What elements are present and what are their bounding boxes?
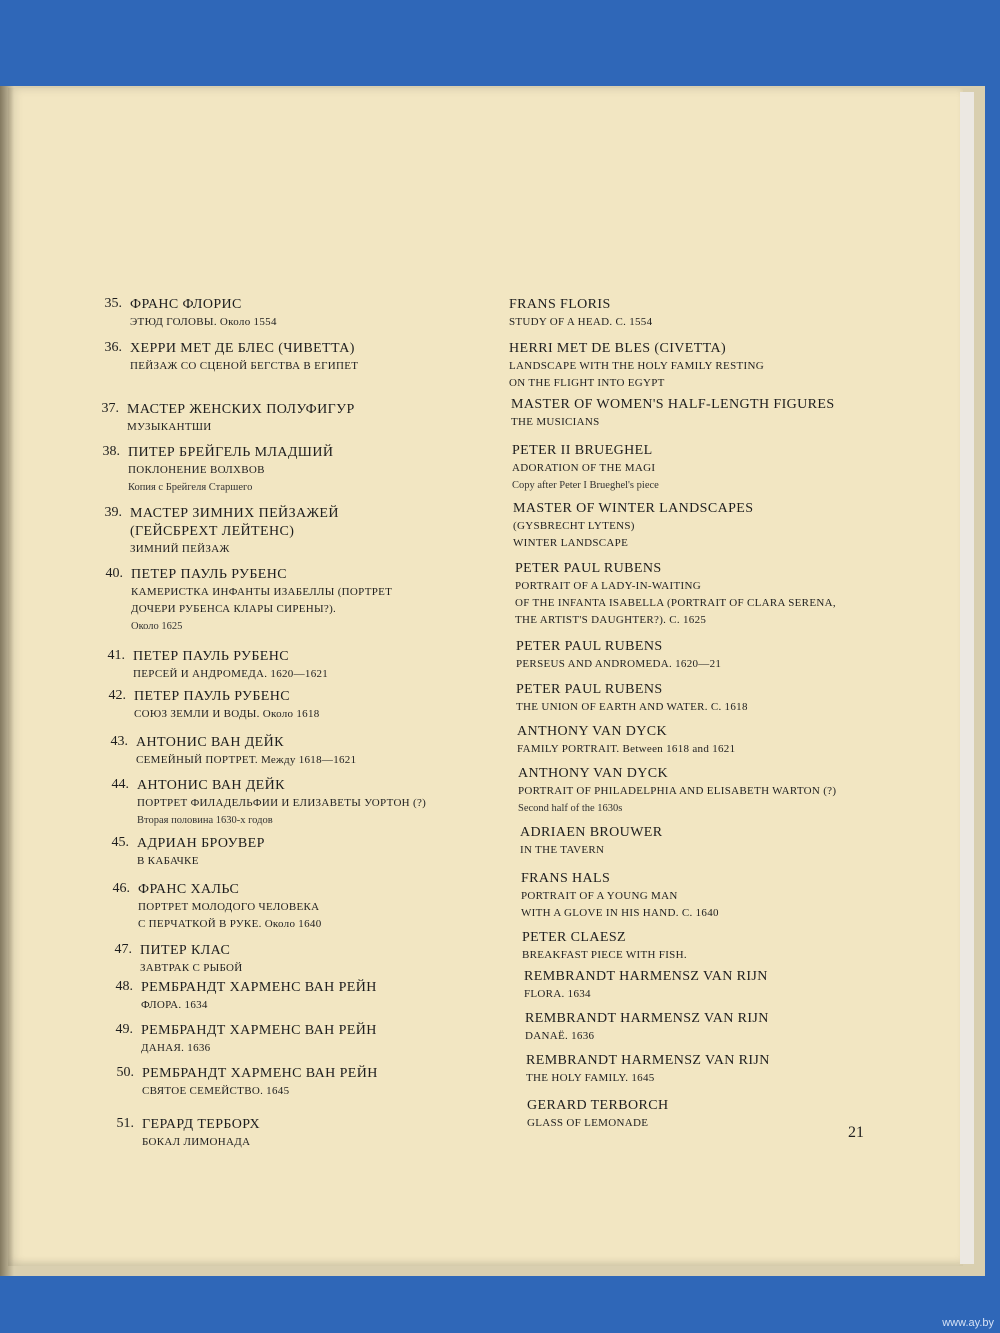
catalog-entry [111, 835, 265, 870]
entry-note: Копия с Брейгеля Старшего [128, 482, 253, 493]
artist-name: АНТОНИС ВАН ДЕЙК [137, 778, 285, 793]
artwork-title: СЕМЕЙНЫЙ ПОРТРЕТ. Между 1618—1621 [136, 754, 357, 766]
artist-name-continued: (ГЕЙСБРЕХТ ЛЕЙТЕНС) [130, 524, 295, 539]
entry-number: 42. [108, 688, 126, 703]
catalog-entry [105, 566, 393, 635]
catalog-entry [112, 881, 322, 933]
artwork-title: СВЯТОЕ СЕМЕЙСТВО. 1645 [142, 1085, 290, 1097]
page-number: 21 [848, 1124, 864, 1141]
entry-note: Second half of the 1630s [518, 803, 623, 814]
catalog-entry [115, 979, 377, 1014]
entry-note: Copy after Peter I Brueghel's piece [512, 480, 659, 491]
artist-name: ГЕРАРД ТЕРБОРХ [142, 1117, 260, 1132]
catalog-entry [104, 505, 339, 558]
artwork-title: МУЗЫКАНТШИ [127, 421, 212, 433]
catalog-entry [509, 340, 764, 392]
artist-name: РЕМБРАНДТ ХАРМЕНС ВАН РЕЙН [141, 980, 377, 995]
artwork-title: ПЕРСЕЙ И АНДРОМЕДА. 1620—1621 [133, 668, 329, 680]
entry-number: 37. [101, 401, 119, 416]
artist-name: ADRIAEN BROUWER [520, 825, 663, 840]
artwork-title: ФЛОРА. 1634 [141, 999, 208, 1011]
artwork-title: СОЮЗ ЗЕМЛИ И ВОДЫ. Около 1618 [134, 708, 320, 720]
artwork-title: PORTRAIT OF A YOUNG MAN [521, 890, 678, 902]
artwork-title: WINTER LANDSCAPE [513, 537, 629, 549]
entry-note: Около 1625 [131, 621, 183, 632]
catalog-entry [116, 1065, 378, 1100]
artwork-title: ДОЧЕРИ РУБЕНСА КЛАРЫ СИРЕНЫ?). [131, 603, 337, 615]
spine-shadow [0, 86, 14, 1276]
artwork-title: THE UNION OF EARTH AND WATER. C. 1618 [516, 701, 748, 713]
entry-number: 48. [115, 979, 133, 994]
artist-name: ANTHONY VAN DYCK [518, 766, 669, 781]
artist-name: MASTER OF WINTER LANDSCAPES [513, 501, 754, 516]
artwork-title: БОКАЛ ЛИМОНАДА [142, 1136, 251, 1148]
artist-name: FRANS HALS [521, 871, 611, 886]
catalog-entry [115, 1022, 377, 1057]
catalog-entry [524, 968, 768, 1003]
catalog-entry [526, 1052, 770, 1087]
entry-number: 35. [104, 296, 122, 311]
artwork-title: В КАБАЧКЕ [137, 855, 199, 867]
artist-name: РЕМБРАНДТ ХАРМЕНС ВАН РЕЙН [141, 1023, 377, 1038]
catalog-entry [108, 688, 320, 723]
artwork-title: ЗАВТРАК С РЫБОЙ [140, 962, 243, 974]
catalog-entry [104, 296, 277, 331]
artist-name: ФРАНС ФЛОРИС [130, 297, 242, 312]
entry-number: 39. [104, 505, 122, 520]
artwork-title: PERSEUS AND ANDROMEDA. 1620—21 [516, 658, 722, 670]
artwork-title: ПОКЛОНЕНИЕ ВОЛХВОВ [128, 464, 265, 476]
artist-name: REMBRANDT HARMENSZ VAN RIJN [524, 969, 768, 984]
artwork-title: OF THE INFANTA ISABELLA (PORTRAIT OF CLARA SERENA, [515, 597, 836, 609]
artwork-title: FAMILY PORTRAIT. Between 1618 and 1621 [517, 743, 736, 755]
artist-name: HERRI MET DE BLES (CIVETTA) [509, 341, 727, 356]
artist-name: MASTER OF WOMEN'S HALF-LENGTH FIGURES [511, 397, 835, 412]
entry-number: 50. [116, 1065, 134, 1080]
artwork-title: DANAË. 1636 [525, 1030, 595, 1042]
page-edge [960, 92, 974, 1264]
artist-name: РЕМБРАНДТ ХАРМЕНС ВАН РЕЙН [142, 1066, 378, 1081]
artist-name: ФРАНС ХАЛЬС [138, 882, 240, 897]
artist-name: ПИТЕР КЛАС [140, 943, 231, 958]
catalog-entry [513, 500, 753, 552]
artist-name: REMBRANDT HARMENSZ VAN RIJN [526, 1053, 770, 1068]
artist-name: ПЕТЕР ПАУЛЬ РУБЕНС [134, 689, 290, 704]
entry-number: 36. [104, 340, 122, 355]
artwork-title: С ПЕРЧАТКОЙ В РУКЕ. Около 1640 [138, 918, 322, 930]
artwork-title: ON THE FLIGHT INTO EGYPT [509, 377, 665, 389]
artist-name: ПЕТЕР ПАУЛЬ РУБЕНС [131, 567, 287, 582]
artwork-title: FLORA. 1634 [524, 988, 591, 1000]
artist-name: GERARD TERBORCH [527, 1098, 669, 1113]
artist-name: PETER PAUL RUBENS [515, 561, 662, 576]
artist-name: АДРИАН БРОУВЕР [137, 836, 265, 851]
catalog-entry [111, 777, 427, 829]
artwork-title: THE HOLY FAMILY. 1645 [526, 1072, 655, 1084]
catalog-entry [516, 681, 748, 716]
artwork-title: STUDY OF A HEAD. C. 1554 [509, 316, 653, 328]
artwork-title: КАМЕРИСТКА ИНФАНТЫ ИЗАБЕЛЛЫ (ПОРТРЕТ [131, 586, 393, 598]
artwork-title: PORTRAIT OF A LADY-IN-WAITING [515, 580, 701, 592]
catalog-entry [517, 723, 735, 758]
catalog-entry [512, 442, 659, 494]
artwork-title: (GYSBRECHT LYTENS) [513, 520, 635, 532]
catalog-entry [116, 1116, 260, 1151]
artist-name: PETER II BRUEGHEL [512, 443, 653, 458]
entry-number: 44. [111, 777, 129, 792]
artwork-title: ПОРТРЕТ МОЛОДОГО ЧЕЛОВЕКА [138, 901, 320, 913]
catalog-entry [114, 942, 243, 977]
entry-number: 49. [115, 1022, 133, 1037]
catalog-entry [104, 340, 359, 375]
catalog-entry [107, 648, 329, 683]
artwork-title: BREAKFAST PIECE WITH FISH. [522, 949, 687, 961]
entry-number: 46. [112, 881, 130, 896]
artist-name: МАСТЕР ЗИМНИХ ПЕЙЗАЖЕЙ [130, 506, 339, 521]
artwork-title: WITH A GLOVE IN HIS HAND. C. 1640 [521, 907, 719, 919]
artwork-title: PORTRAIT OF PHILADELPHIA AND ELISABETH WARTON (?) [518, 785, 837, 797]
artwork-title: ДАНАЯ. 1636 [141, 1042, 211, 1054]
entry-number: 51. [116, 1116, 134, 1131]
catalog-entry [102, 444, 334, 496]
catalog-entry [110, 734, 357, 769]
artist-name: ХЕРРИ МЕТ ДЕ БЛЕС (ЧИВЕТТА) [130, 341, 355, 356]
entry-number: 43. [110, 734, 128, 749]
catalog-entry [518, 765, 836, 817]
entry-number: 41. [107, 648, 125, 663]
artist-name: PETER PAUL RUBENS [516, 639, 663, 654]
catalog-entry [515, 560, 836, 629]
catalog-entry [525, 1010, 769, 1045]
entry-number: 47. [114, 942, 132, 957]
watermark: www.ay.by [942, 1317, 994, 1329]
artist-name: АНТОНИС ВАН ДЕЙК [136, 735, 284, 750]
artist-name: ANTHONY VAN DYCK [517, 724, 668, 739]
artist-name: ПИТЕР БРЕЙГЕЛЬ МЛАДШИЙ [128, 445, 334, 460]
artwork-title: THE ARTIST'S DAUGHTER?). C. 1625 [515, 614, 707, 626]
artwork-title: ПОРТРЕТ ФИЛАДЕЛЬФИИ И ЕЛИЗАВЕТЫ УОРТОН (?) [137, 797, 427, 809]
catalog-entry [516, 638, 721, 673]
artist-name: ПЕТЕР ПАУЛЬ РУБЕНС [133, 649, 289, 664]
entry-note: Вторая половина 1630-х годов [137, 815, 273, 826]
catalog-entry [101, 401, 355, 436]
catalog-entry [509, 296, 652, 331]
catalog-entry [511, 396, 835, 431]
artwork-title: THE MUSICIANS [511, 416, 600, 428]
artwork-title: ADORATION OF THE MAGI [512, 462, 656, 474]
catalog-entry [521, 870, 719, 922]
artist-name: МАСТЕР ЖЕНСКИХ ПОЛУФИГУР [127, 402, 355, 417]
artist-name: PETER PAUL RUBENS [516, 682, 663, 697]
catalog-entry [527, 1097, 668, 1132]
artist-name: FRANS FLORIS [509, 297, 611, 312]
entry-number: 38. [102, 444, 120, 459]
artwork-title: GLASS OF LEMONADE [527, 1117, 649, 1129]
artwork-title: LANDSCAPE WITH THE HOLY FAMILY RESTING [509, 360, 764, 372]
entry-number: 40. [105, 566, 123, 581]
catalog-entry [522, 929, 687, 964]
artwork-title: ПЕЙЗАЖ СО СЦЕНОЙ БЕГСТВА В ЕГИПЕТ [130, 360, 359, 372]
artwork-title: IN THE TAVERN [520, 844, 605, 856]
artist-name: REMBRANDT HARMENSZ VAN RIJN [525, 1011, 769, 1026]
artist-name: PETER CLAESZ [522, 930, 626, 945]
entry-number: 45. [111, 835, 129, 850]
catalog-entry [520, 824, 663, 859]
artwork-title: ЭТЮД ГОЛОВЫ. Около 1554 [130, 316, 277, 328]
artwork-title: ЗИМНИЙ ПЕЙЗАЖ [130, 543, 230, 555]
